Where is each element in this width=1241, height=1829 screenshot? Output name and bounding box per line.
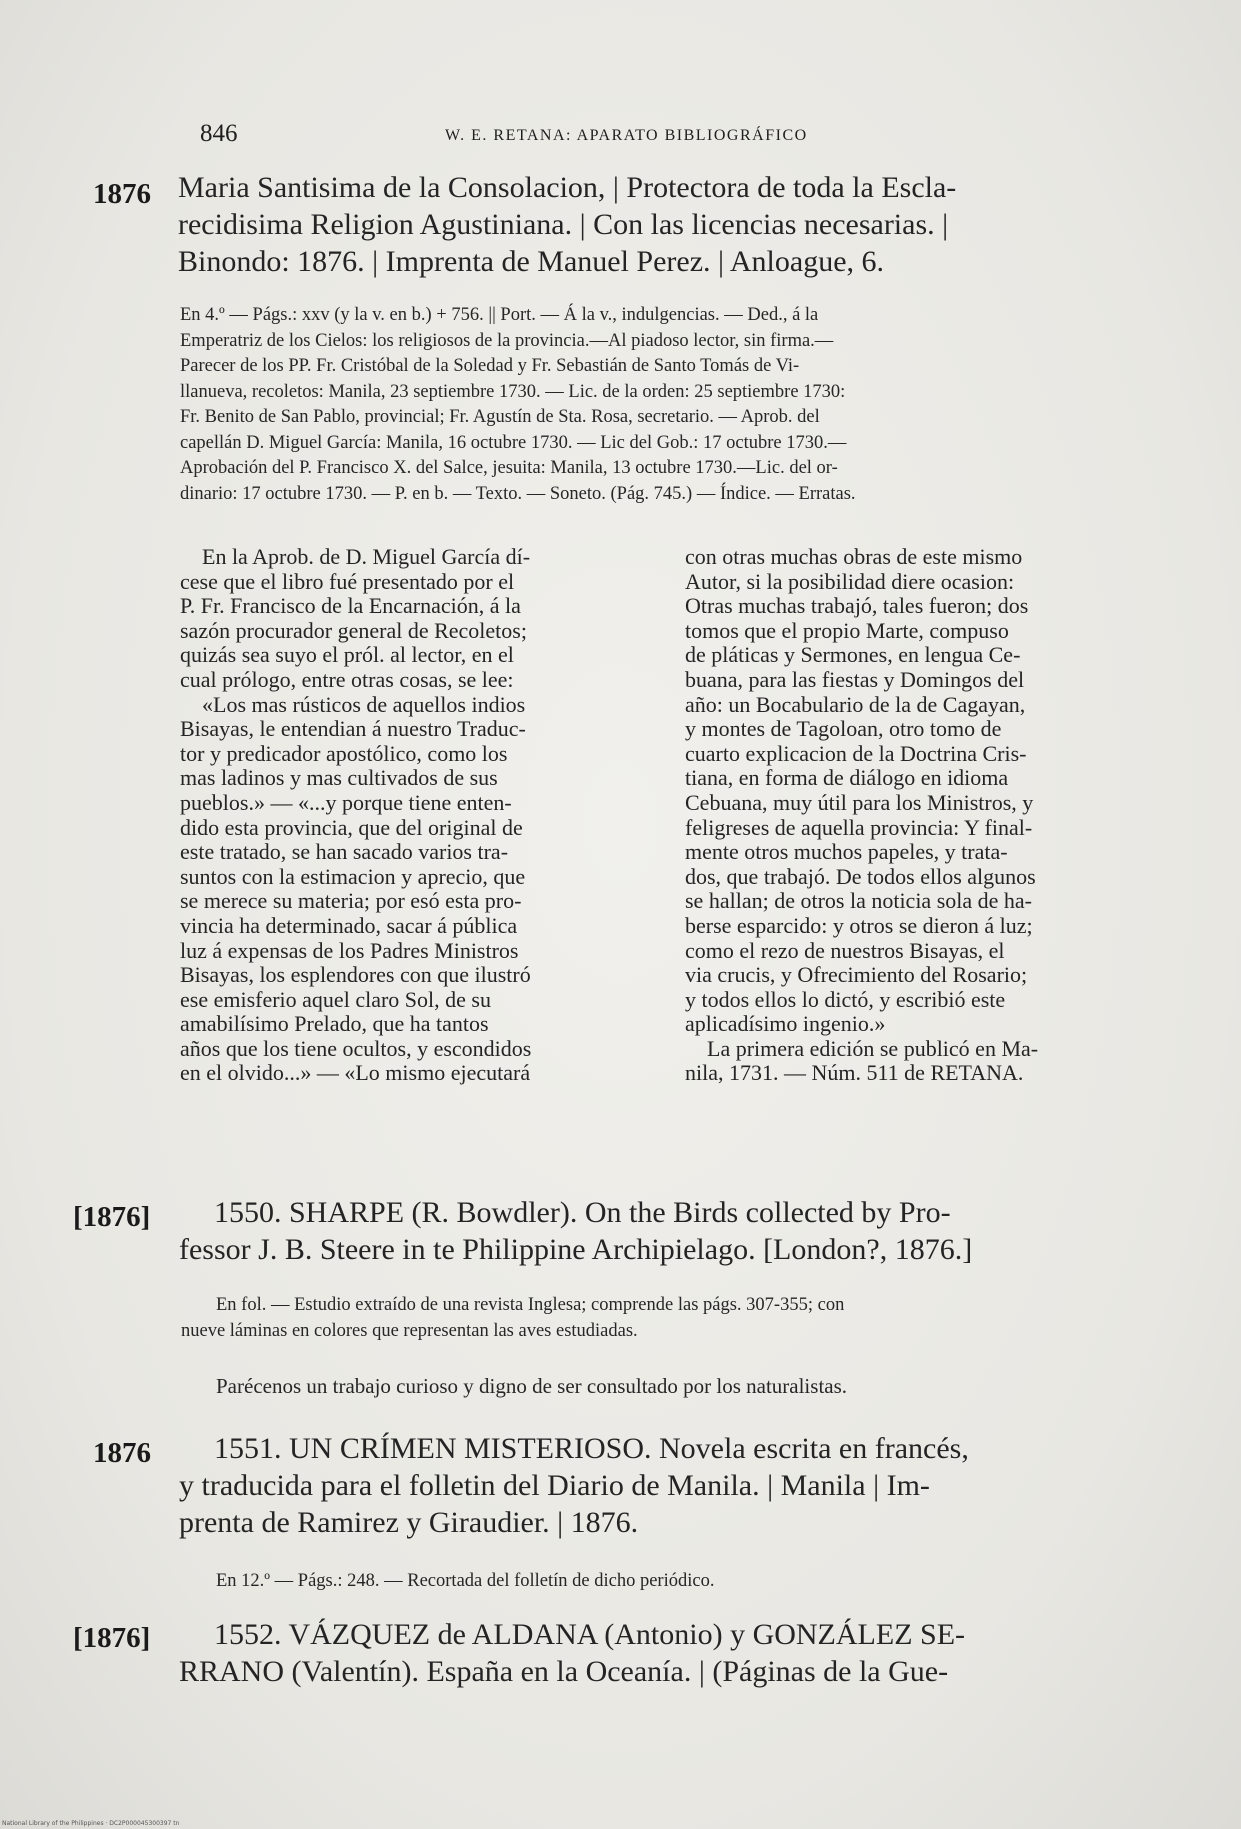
title-line: 1551. UN CRÍMEN MISTERIOSO. Novela escrita en francés,: [214, 1432, 969, 1465]
description-line: Parecer de los PP. Fr. Cristóbal de la Soledad y Fr. Sebastián de Santo Tomás de Vi-: [180, 356, 800, 376]
column-line: este tratado, se han sacado varios tra-: [180, 839, 509, 865]
column-line: nila, 1731. — Núm. 511 de RETANA.: [685, 1060, 1024, 1086]
column-line: tiana, en forma de diálogo en idioma: [685, 765, 1009, 791]
entry-description: [216, 1569, 1166, 1595]
title-line: Maria Santisima de la Consolacion, | Protectora de toda la Escla-: [178, 171, 957, 204]
page-number: 846: [200, 120, 238, 147]
column-line: via crucis, y Ofrecimiento del Rosario;: [685, 962, 1028, 988]
entry-description: [180, 303, 1155, 507]
column-line: tor y predicador apostólico, como los: [180, 740, 508, 766]
column-line: y todos ellos lo dictó, y escribió este: [685, 986, 1006, 1012]
column-line: sazón procurador general de Recoletos;: [180, 617, 527, 643]
column-line: cese que el libro fué presentado por el: [180, 568, 515, 594]
column-line: dido esta provincia, que del original de: [180, 814, 523, 840]
column-line: buana, para las fiestas y Domingos del: [685, 666, 1025, 692]
column-line: P. Fr. Francisco de la Encarnación, á la: [180, 593, 521, 619]
column-line: aplicadísimo ingenio.»: [685, 1011, 886, 1037]
entry-title: [179, 1616, 1169, 1690]
column-line: pueblos.» — «...y porque tiene enten-: [180, 789, 512, 815]
title-line: RRANO (Valentín). España en la Oceanía. | (Páginas de la Gue-: [179, 1655, 949, 1688]
column-line: se merece su materia; por esó esta pro-: [180, 888, 522, 914]
page-header: [200, 120, 1160, 150]
column-line: Autor, si la posibilidad diere ocasion:: [685, 568, 1015, 594]
column-line: tomos que el propio Marte, compuso: [685, 617, 1009, 643]
column-line: se hallan; de otros la noticia sola de ha-: [685, 888, 1032, 914]
column-line: berse esparcido: y otros se dieron á luz;: [685, 912, 1033, 938]
column-line: En la Aprob. de D. Miguel García dí-: [202, 544, 531, 569]
column-line: amabilísimo Prelado, que ha tantos: [180, 1011, 489, 1037]
scan-tag: National Library of the Philippines · DC2P000045300397 tn: [2, 1820, 180, 1827]
column-line: Otras muchas trabajó, tales fueron; dos: [685, 593, 1029, 619]
column-line: Bisayas, los esplendores con que ilustró: [180, 962, 531, 988]
column-line: suntos con la estimacion y aprecio, que: [180, 863, 526, 889]
column-line: ese emisferio aquel claro Sol, de su: [180, 986, 491, 1012]
column-line: en el olvido...» — «Lo mismo ejecutará: [180, 1060, 531, 1086]
column-line: años que los tiene ocultos, y escondidos: [180, 1035, 532, 1061]
entry-year: 1876: [93, 1437, 151, 1469]
column-line: de pláticas y Sermones, en lengua Ce-: [685, 642, 1021, 668]
entry-comment: Parécenos un trabajo curioso y digno de ser consultado por los naturalistas.: [216, 1374, 848, 1398]
description-line: llanueva, recoletos: Manila, 23 septiembre 1730. — Lic. de la orden: 25 septiembre 1730:: [180, 381, 846, 402]
running-head: W. E. RETANA: APARATO BIBLIOGRÁFICO: [445, 127, 808, 144]
title-line: 1552. VÁZQUEZ de ALDANA (Antonio) y GONZÁLEZ SE-: [214, 1618, 966, 1651]
column-line: luz á expensas de los Padres Ministros: [180, 937, 519, 963]
description-line: capellán D. Miguel García: Manila, 16 octubre 1730. — Lic del Gob.: 17 octubre 1730.—: [180, 432, 847, 453]
description-line: Fr. Benito de San Pablo, provincial; Fr. Agustín de Sta. Rosa, secretario. — Aprob. del: [180, 407, 820, 427]
column-line: feligreses de aquella provincia: Y final-: [685, 814, 1033, 840]
title-line: y traducida para el folletin del Diario de Manila. | Manila | Im-: [179, 1469, 930, 1502]
column-line: Bisayas, le entendian á nuestro Traduc-: [180, 716, 526, 742]
description-line: nueve láminas en colores que representan las aves estudiadas.: [181, 1320, 638, 1341]
left-column: [180, 545, 658, 1086]
column-line: con otras muchas obras de este mismo: [685, 544, 1023, 569]
right-column: [685, 545, 1163, 1086]
column-line: Cebuana, muy útil para los Ministros, y: [685, 789, 1034, 815]
entry-description: [181, 1293, 1166, 1344]
entry-year: [1876]: [73, 1201, 151, 1233]
column-line: cual prólogo, entre otras cosas, se lee:: [180, 666, 514, 692]
column-line: año: un Bocabulario de la de Cagayan,: [685, 691, 1026, 717]
entry-year: [1876]: [73, 1622, 151, 1654]
column-line: y montes de Tagoloan, otro tomo de: [685, 716, 1002, 742]
column-line: cuarto explicacion de la Doctrina Cris-: [685, 740, 1027, 766]
column-line: «Los mas rústicos de aquellos indios: [202, 691, 526, 717]
column-line: mas ladinos y mas cultivados de sus: [180, 765, 498, 791]
entry-title: [178, 169, 1168, 280]
title-line: fessor J. B. Steere in te Philippine Archipielago. [London?, 1876.]: [179, 1233, 973, 1266]
description-line: Emperatriz de los Cielos: los religiosos de la provincia.—Al piadoso lector, sin firma.—: [180, 330, 834, 351]
column-line: como el rezo de nuestros Bisayas, el: [685, 937, 1005, 963]
title-line: recidisima Religion Agustiniana. | Con las licencias necesarias. |: [178, 208, 949, 241]
column-line: vincia ha determinado, sacar á pública: [180, 912, 518, 938]
description-line: En fol. — Estudio extraído de una revista Inglesa; comprende las págs. 307-355; con: [216, 1295, 845, 1315]
description-line: Aprobación del P. Francisco X. del Salce, jesuita: Manila, 13 octubre 1730.—Lic. del or-: [180, 458, 838, 478]
entry-year: 1876: [93, 178, 151, 210]
description-line: En 12.º — Págs.: 248. — Recortada del folletín de dicho periódico.: [216, 1571, 715, 1591]
description-line: dinario: 17 octubre 1730. — P. en b. — Texto. — Soneto. (Pág. 745.) — Índice. — Erratas.: [180, 483, 856, 504]
column-line: mente otros muchos papeles, y trata-: [685, 839, 1008, 865]
column-line: La primera edición se publicó en Ma-: [707, 1035, 1039, 1061]
column-line: dos, que trabajó. De todos ellos algunos: [685, 863, 1036, 889]
title-line: Binondo: 1876. | Imprenta de Manuel Perez. | Anloague, 6.: [178, 245, 885, 278]
column-line: quizás sea suyo el pról. al lector, en el: [180, 642, 514, 668]
description-line: En 4.º — Págs.: xxv (y la v. en b.) + 756. || Port. — Á la v., indulgencias. — Ded., á la: [180, 305, 819, 325]
entry-title: [179, 1430, 1169, 1541]
title-line: 1550. SHARPE (R. Bowdler). On the Birds collected by Pro-: [214, 1196, 951, 1229]
entry-title: [179, 1194, 1169, 1268]
title-line: prenta de Ramirez y Giraudier. | 1876.: [179, 1506, 639, 1539]
